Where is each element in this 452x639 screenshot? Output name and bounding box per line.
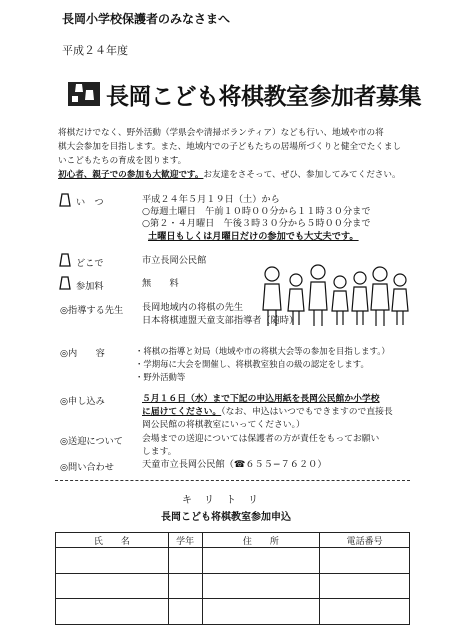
column-header-grade: 学年 <box>168 533 202 548</box>
phone-cell[interactable] <box>320 599 410 625</box>
content-label: ◎内 容 <box>60 348 105 359</box>
when-monday: ○第２・４月曜日 午後３時３０分から５時００分まで <box>142 218 371 229</box>
when-date: 平成２４年５月１９日（土）から <box>142 194 280 205</box>
teacher-label: ◎指導する先生 <box>60 305 124 316</box>
teacher-value-1: 長岡地域内の将棋の先生 <box>142 302 244 313</box>
name-cell[interactable] <box>56 599 169 625</box>
address-cell[interactable] <box>202 599 320 625</box>
address-cell[interactable] <box>202 573 320 599</box>
grade-cell[interactable] <box>168 548 202 574</box>
intro-text <box>58 126 413 182</box>
shogi-piece-icon <box>58 253 72 267</box>
shogi-board-icon <box>66 78 102 108</box>
teacher-value-2: 日本将棋連盟天童支部指導者（随時） <box>142 315 299 326</box>
apply-label: ◎申し込み <box>60 396 105 407</box>
fiscal-year: 平成２４年度 <box>62 44 128 57</box>
content-item: ・将棋の指導と対局（地域や市の将棋大会等の参加を目指します。） <box>135 346 390 356</box>
form-row <box>56 548 410 574</box>
apply-line-2 <box>142 406 393 418</box>
name-cell[interactable] <box>56 573 169 599</box>
intro-line: いこどもたちの育成を図ります。 <box>58 156 187 166</box>
contact-label: ◎問い合わせ <box>60 462 114 473</box>
column-header-address: 住 所 <box>202 533 320 548</box>
when-label: い つ <box>76 197 104 208</box>
intro-line: 将棋だけでなく、野外活動（学県会や清掃ボランティア）なども行い、地域や市の将 <box>58 128 384 138</box>
form-row <box>56 599 410 625</box>
transport-label: ◎送迎について <box>60 436 123 447</box>
name-cell[interactable] <box>56 548 169 574</box>
phone-cell[interactable] <box>320 548 410 574</box>
intro-rest: お友達をさそって、ぜひ、参加してみてください。 <box>203 170 401 180</box>
cut-label: キリトリ <box>182 495 270 506</box>
apply-submit: に届けてください。 <box>142 407 222 417</box>
form-row <box>56 573 410 599</box>
grade-cell[interactable] <box>168 573 202 599</box>
shogi-piece-icon <box>58 193 72 207</box>
phone-cell[interactable] <box>320 573 410 599</box>
content-item: ・野外活動等 <box>135 372 186 382</box>
page-title: 長岡こども将棋教室参加者募集 <box>106 84 421 110</box>
address-cell[interactable] <box>202 548 320 574</box>
grade-cell[interactable] <box>168 599 202 625</box>
apply-note: （なお、申込はいつでもできますので直接長 <box>221 407 393 417</box>
intro-highlight: 初心者、親子での参加も大歓迎です。 <box>58 170 204 180</box>
apply-deadline: ５月１６日（水）まで下記の申込用紙を長岡公民館か小学校 <box>142 394 380 404</box>
apply-line-3: 岡公民館の将棋教室にいってください。） <box>142 420 305 430</box>
cut-line <box>55 480 410 481</box>
application-form <box>55 532 410 625</box>
where-label: どこで <box>76 258 104 269</box>
contact-value: 天童市立長岡公民館（☎６５５−７６２０） <box>142 459 327 470</box>
intro-line: 棋大会参加を目指します。また、地域内での子どもたちの居場所づくりと健全でたくまし <box>58 142 402 152</box>
column-header-phone: 電話番号 <box>320 533 410 548</box>
greeting: 長岡小学校保護者のみなさまへ <box>62 12 231 26</box>
intro-line <box>58 168 413 182</box>
content-item: ・学期毎に大会を開催し、将棋教室独自の級の認定をします。 <box>135 359 369 369</box>
where-value: 市立長岡公民館 <box>142 255 207 266</box>
column-header-name: 氏 名 <box>56 533 169 548</box>
fee-label: 参加料 <box>76 281 104 292</box>
transport-value-1: 会場までの送迎については保護者の方が責任をもってお願い <box>142 434 380 444</box>
shogi-piece-icon <box>58 276 72 290</box>
fee-value: 無 料 <box>142 278 179 289</box>
when-saturday: ○毎週土曜日 午前１０時００分から１１時３０分まで <box>142 206 371 217</box>
when-note: 土曜日もしくは月曜日だけの参加でも大丈夫です。 <box>148 231 359 242</box>
transport-value-2: します。 <box>142 447 177 457</box>
form-title: 長岡こども将棋教室参加申込 <box>161 512 291 523</box>
